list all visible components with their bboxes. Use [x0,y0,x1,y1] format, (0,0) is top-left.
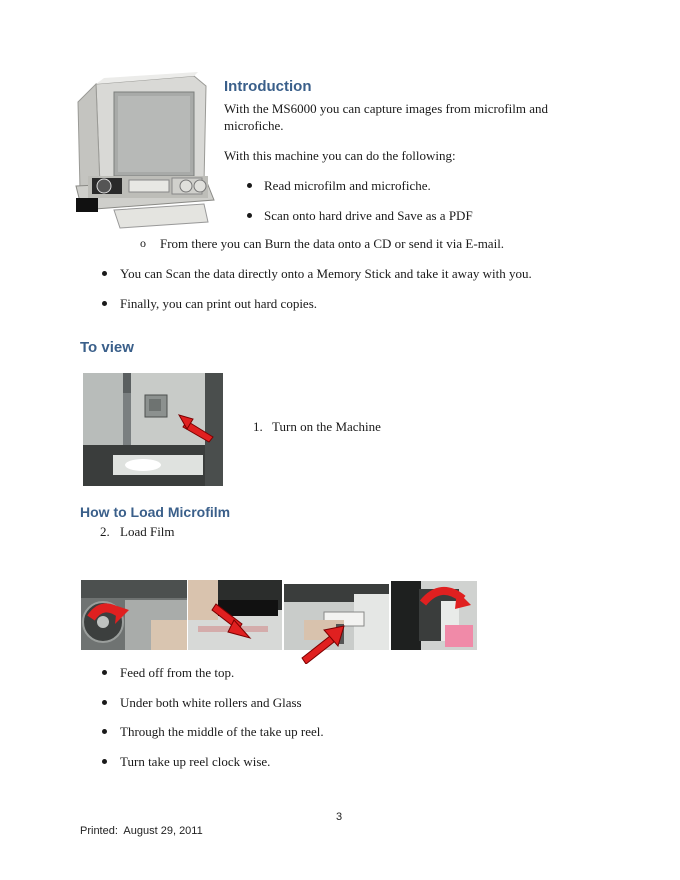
step-number: 2. [100,524,110,539]
list-item: Finally, you can print out hard copies. [120,296,318,311]
bullet-marker [102,700,107,705]
section-heading-to-view: To view [80,339,134,356]
load-film-image-2 [188,580,282,650]
bullet-marker [247,183,252,188]
microfilm-machine-image [74,72,216,232]
list-item: You can Scan the data directly onto a Memory Stick and take it away with you. [120,266,532,281]
page-number: 3 [336,811,343,823]
step-text: Turn on the Machine [272,419,381,434]
list-item: Through the middle of the take up reel. [120,724,324,739]
list-item: Feed off from the top. [120,665,235,680]
list-item: Read microfilm and microfiche. [264,178,431,193]
list-item: Turn take up reel clock wise. [120,754,271,769]
list-item: Under both white rollers and Glass [120,695,302,710]
power-switch-image [83,373,223,486]
load-film-image-4 [391,581,477,650]
intro-paragraph-1: With the MS6000 you can capture images from microfilm and microfiche. [224,101,549,133]
sub-list-item: From there you can Burn the data onto a CD or send it via E-mail. [160,236,505,251]
section-heading-load-microfilm: How to Load Microfilm [80,504,231,520]
step-number: 1. [253,419,263,434]
bullet-marker [247,213,252,218]
intro-paragraph-2: With this machine you can do the following: [224,148,456,163]
list-item: Scan onto hard drive and Save as a PDF [264,208,473,223]
sub-bullet-marker: o [140,236,146,250]
load-film-image-1 [81,580,187,650]
bullet-marker [102,301,107,306]
arrow-icon [300,622,346,664]
bullet-marker [102,759,107,764]
step-text: Load Film [120,524,175,539]
bullet-marker [102,729,107,734]
printed-date: Printed: August 29, 2011 [80,825,203,837]
bullet-marker [102,271,107,276]
section-heading-introduction: Introduction [224,78,312,95]
bullet-marker [102,670,107,675]
